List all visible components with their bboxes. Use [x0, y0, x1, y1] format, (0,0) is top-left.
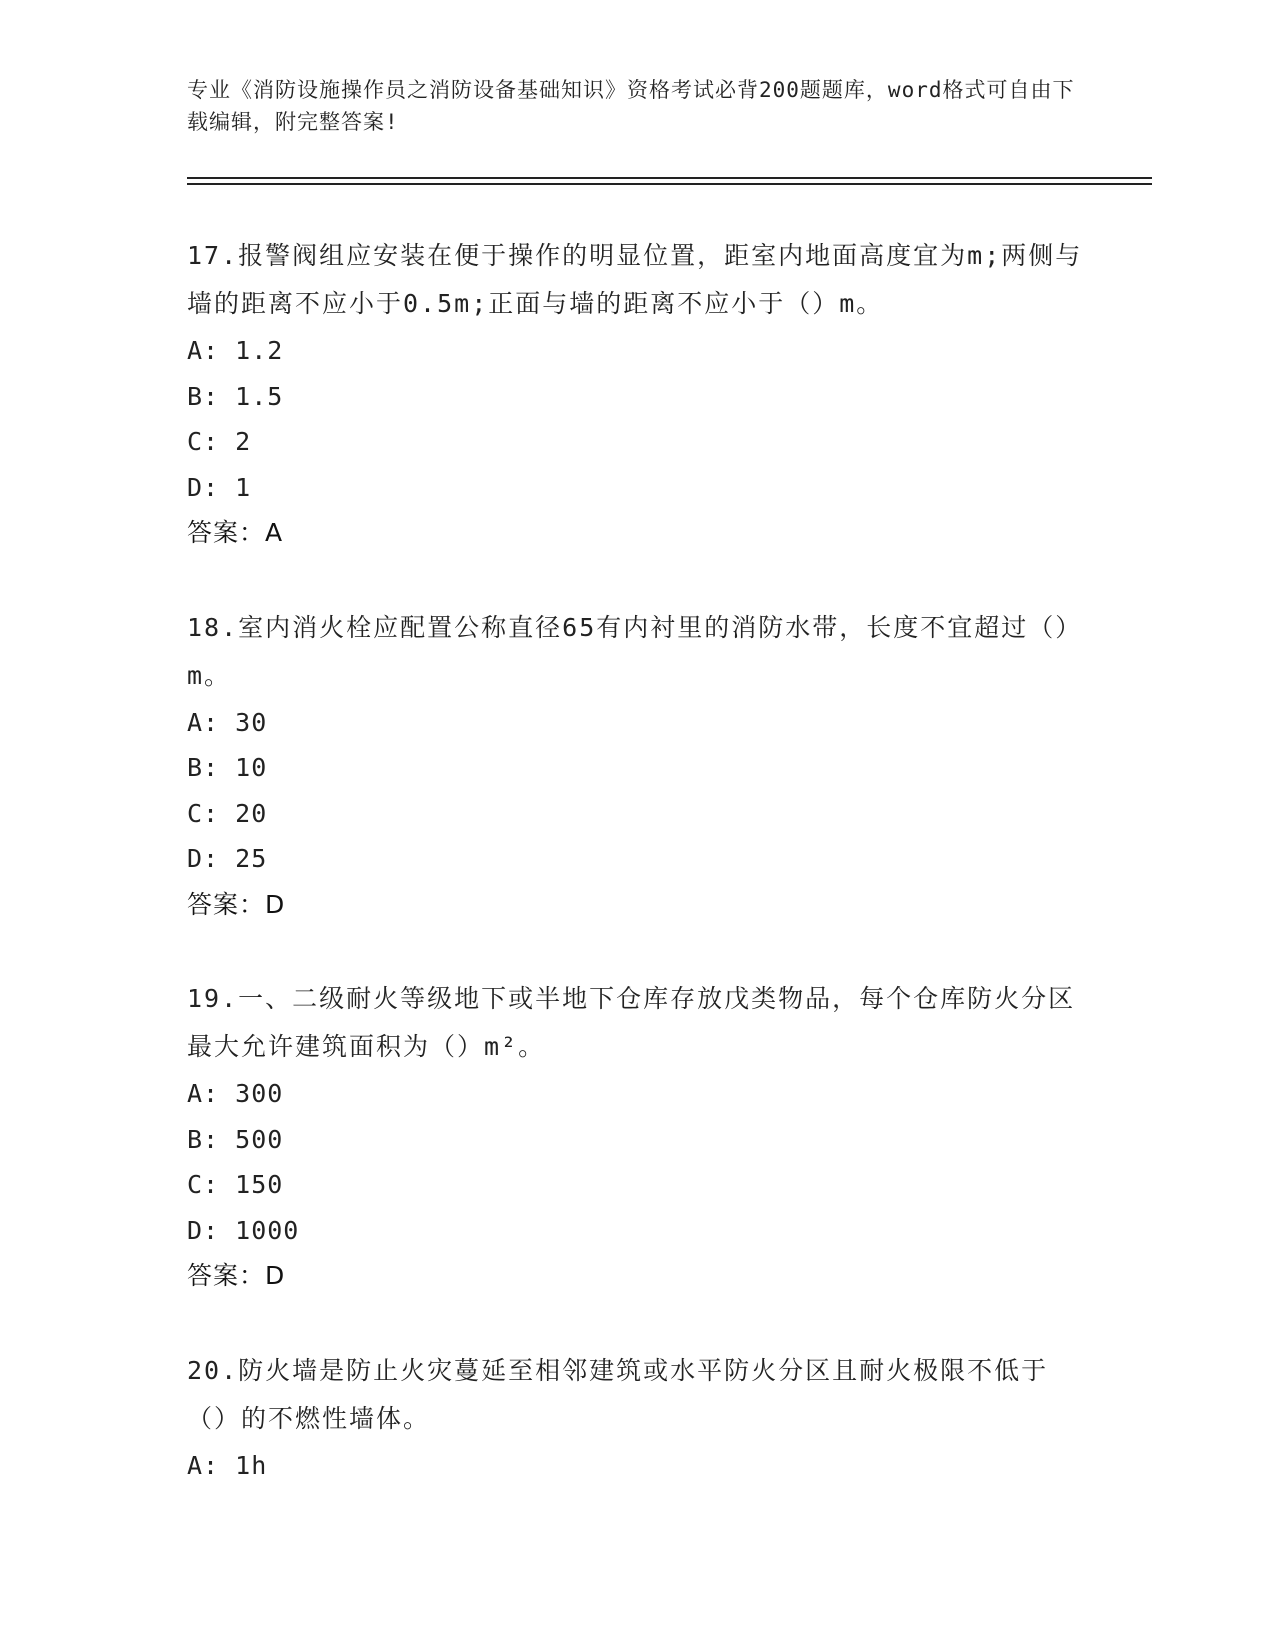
question-20 [187, 1347, 1087, 1489]
answer-line: 答案：A [187, 518, 284, 547]
option-a: A: 1h [187, 1450, 268, 1480]
option-d: D: 1 [187, 472, 252, 502]
option-a: A: 30 [187, 707, 268, 737]
option-a: A: 300 [187, 1079, 284, 1108]
question-18 [187, 604, 1087, 928]
answer-line: 答案：D [187, 889, 286, 919]
question-19 [187, 975, 1087, 1299]
question-text: 17.报警阀组应安装在便于操作的明显位置，距室内地面高度宜为m;两侧与墙的距离不应小于0.5m;正面与墙的距离不应小于（）m。 [187, 241, 1083, 318]
question-text: 20.防火墙是防止火灾蔓延至相邻建筑或水平防火分区且耐火极限不低于（）的不燃性墙体。 [187, 1355, 1049, 1433]
question-list [187, 232, 1087, 1536]
option-a: A: 1.2 [187, 336, 284, 365]
option-b: B: 1.5 [187, 381, 284, 411]
option-d: D: 25 [187, 844, 268, 873]
header-divider-bottom [187, 183, 1152, 185]
option-b: B: 10 [187, 753, 268, 782]
question-text: 19.一、二级耐火等级地下或半地下仓库存放戊类物品，每个仓库防火分区最大允许建筑面积为（）m²。 [187, 984, 1076, 1061]
answer-line: 答案：D [187, 1261, 286, 1290]
document-header: 专业《消防设施操作员之消防设备基础知识》资格考试必背200题题库，word格式可自由下载编辑，附完整答案! [187, 78, 1075, 134]
question-text: 18.室内消火栓应配置公称直径65有内衬里的消防水带，长度不宜超过（）m。 [187, 612, 1083, 690]
header-divider-top [187, 177, 1152, 179]
option-b: B: 500 [187, 1124, 284, 1154]
option-c: C: 20 [187, 798, 268, 828]
option-c: C: 150 [187, 1170, 284, 1199]
question-17 [187, 232, 1087, 556]
option-c: C: 2 [187, 427, 252, 456]
option-d: D: 1000 [187, 1215, 300, 1245]
